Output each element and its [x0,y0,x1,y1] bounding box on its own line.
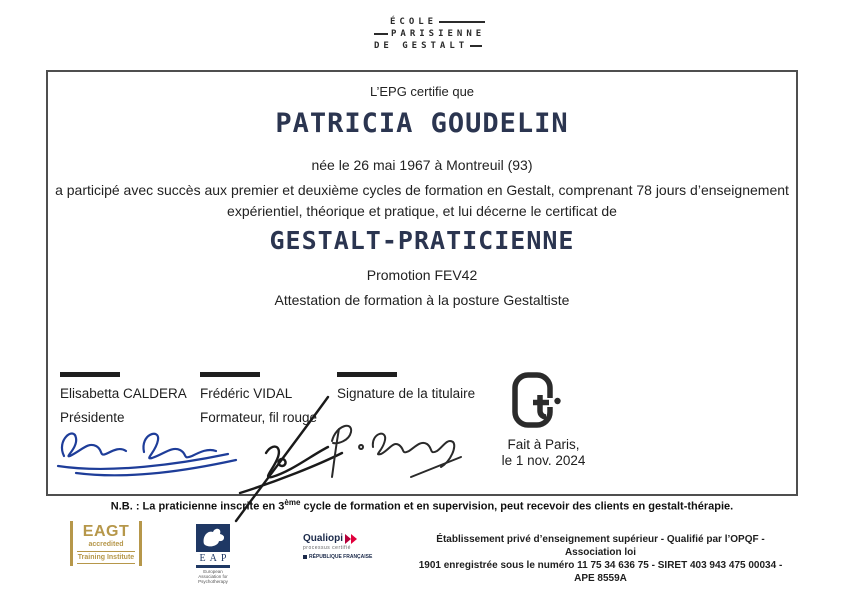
eap-logo [192,524,234,584]
signatory-role: Formateur, fil rouge [200,410,318,425]
signatory-name: Signature de la titulaire [337,386,476,401]
logotype-ecole: ÉCOLE [390,17,438,27]
qualiopi-subtext: processus certifié [303,545,351,551]
signature-goudelin-ink [325,413,475,487]
eap-wordmark: EAP [199,553,231,564]
signatory-block-caldera [60,372,200,425]
qualiopi-logo [303,533,373,560]
eagt-training-label: Training Institute [77,551,135,564]
nb-superscript: ème [284,498,301,507]
signature-rule-icon [60,372,120,377]
body-paragraph [46,180,798,222]
qualiopi-republique [303,554,373,560]
logotype-rule-icon [374,33,388,35]
qualiopi-wordmark-row [303,533,373,544]
promotion-line: Promotion FEV42 [366,267,478,283]
signature-rule-icon [200,372,260,377]
eagt-wordmark: EAGT [82,523,130,540]
date-line: le 1 nov. 2024 [501,453,586,468]
logotype-de-gestalt: DE GESTALT [374,41,469,51]
legal-line-1: Établissement privé d’enseignement supérieur - Qualifié par l’OPQF - Association loi [436,534,765,558]
body-line-1: a participé avec succès aux premier et deuxième cycles de formation en Gestalt, comprenant 78 jours d’enseignement [55,182,789,198]
nota-bene [46,498,798,513]
republique-square-icon [303,555,307,559]
eap-emblem-icon [196,524,230,552]
signatory-name: Elisabetta CALDERA [60,386,187,401]
certify-intro: L’EPG certifie que [369,84,475,99]
signatory-role: Présidente [60,410,125,425]
legal-line-2: 1901 enregistrée sous le numéro 11 75 34 636 75 - SIRET 403 943 475 00034 - APE 8559A [418,560,783,584]
epg-logotype [374,16,486,52]
qualiopi-chevrons-icon [345,534,359,544]
birth-line: née le 26 mai 1967 à Montreuil (93) [311,157,533,173]
place-line: Fait à Paris, [507,437,580,452]
epg-monogram-icon [511,371,563,429]
signature-rule-icon [337,372,397,377]
qualiopi-wordmark: Qualiopi [303,533,343,544]
attestation-line: Attestation de formation à la posture Gestaltiste [274,292,570,308]
recipient-name: PATRICIA GOUDELIN [275,108,569,139]
logotype-row-2 [374,28,486,40]
place-date [486,437,601,469]
eap-rule-icon [196,565,230,568]
signatory-name: Frédéric VIDAL [200,386,293,401]
signatory-block-titulaire [337,372,487,401]
certificate-title: GESTALT-PRATICIENNE [269,226,575,255]
logotype-row-1 [374,16,486,28]
eap-subtext: European Association for Psychotherapy [198,569,228,584]
logotype-rule-icon [470,45,482,47]
logotype-row-3 [374,40,486,52]
legal-footer [418,533,783,585]
eagt-logo [70,521,142,566]
body-line-2: expérientiel, théorique et pratique, et lui décerne le certificat de [227,203,617,219]
logotype-parisienne: PARISIENNE [391,29,486,39]
logotype-rule-icon [439,21,485,23]
nb-suffix: cycle de formation et en supervision, peut recevoir des clients en gestalt-thérapie. [300,500,734,513]
republique-label: RÉPUBLIQUE FRANÇAISE [309,554,373,560]
nb-prefix: N.B. : La praticienne inscrite en 3 [110,500,285,513]
eagt-accredited-label: accredited [88,541,124,548]
